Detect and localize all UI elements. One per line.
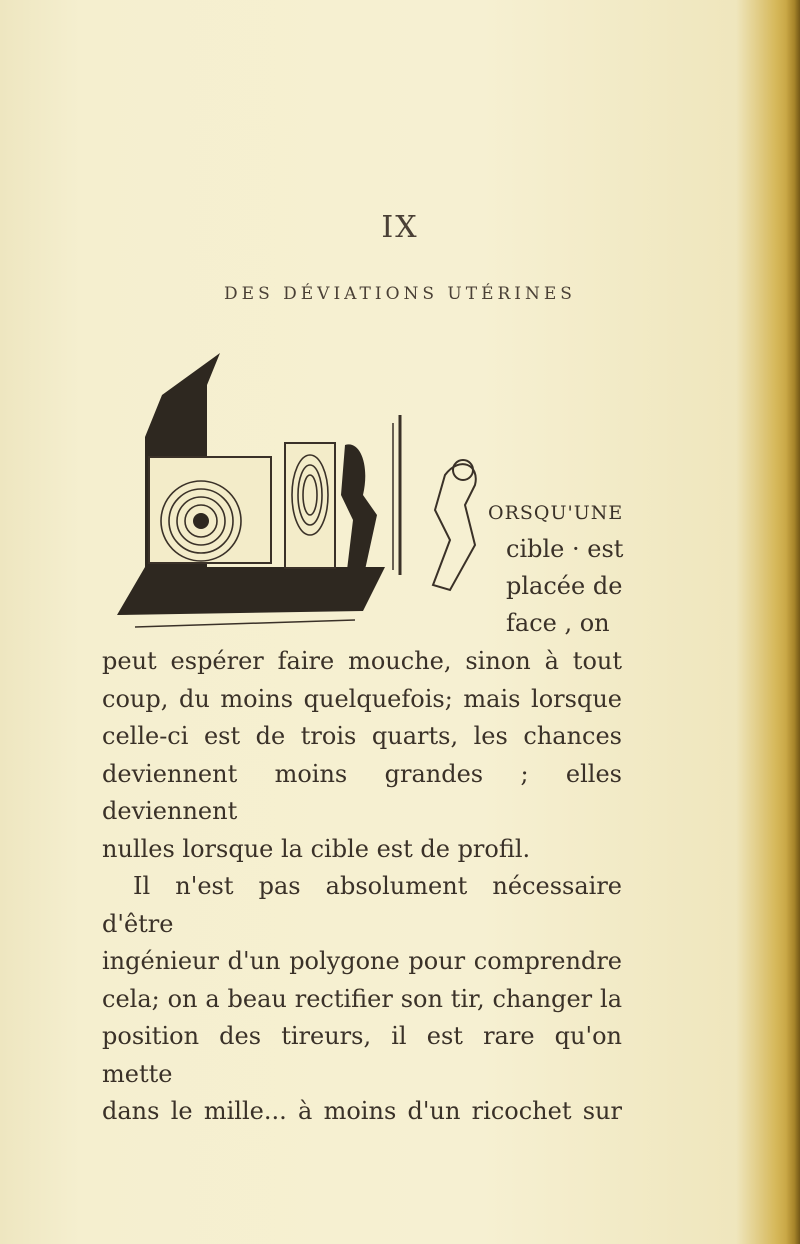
ground-line <box>135 620 355 627</box>
target-bullseye <box>193 513 209 529</box>
side-text-line-3: face , on <box>506 609 610 637</box>
dropcap-continuation: ORSQU'UNE <box>488 502 624 524</box>
side-text-line-1: cible · est <box>506 535 624 563</box>
text-line: cela; on a beau rectifier son tir, changer la <box>102 984 622 1013</box>
text-line: ingénieur d'un polygone pour comprendre <box>102 947 622 975</box>
page-edge-shadow <box>786 0 800 1244</box>
body-text <box>102 643 622 1131</box>
side-text-line-2: placée de <box>506 572 623 600</box>
text-line: deviennent moins grandes ; elles deviennent <box>102 759 622 825</box>
chapter-title: DES DÉVIATIONS UTÉRINES <box>224 284 576 304</box>
text-line: coup, du moins quelquefois; mais lorsque <box>102 684 622 713</box>
chapter-number: IX <box>381 210 419 245</box>
soldier-figure-left <box>341 444 377 570</box>
text-line: Il n'est pas absolument nécessaire d'être <box>102 872 622 938</box>
text-line: celle-ci est de trois quarts, les chances <box>102 722 622 750</box>
text-line: position des tireurs, il est rare qu'on mette <box>102 1022 622 1088</box>
soldier-figure-right <box>433 464 476 590</box>
text-line: dans le mille... à moins d'un ricochet sur <box>102 1097 622 1125</box>
text-line: peut espérer faire mouche, sinon à tout <box>102 647 622 675</box>
target-board-front <box>149 457 271 563</box>
text-line: nulles lorsque la cible est de profil. <box>102 834 531 863</box>
dropcap-illustration <box>115 345 490 635</box>
